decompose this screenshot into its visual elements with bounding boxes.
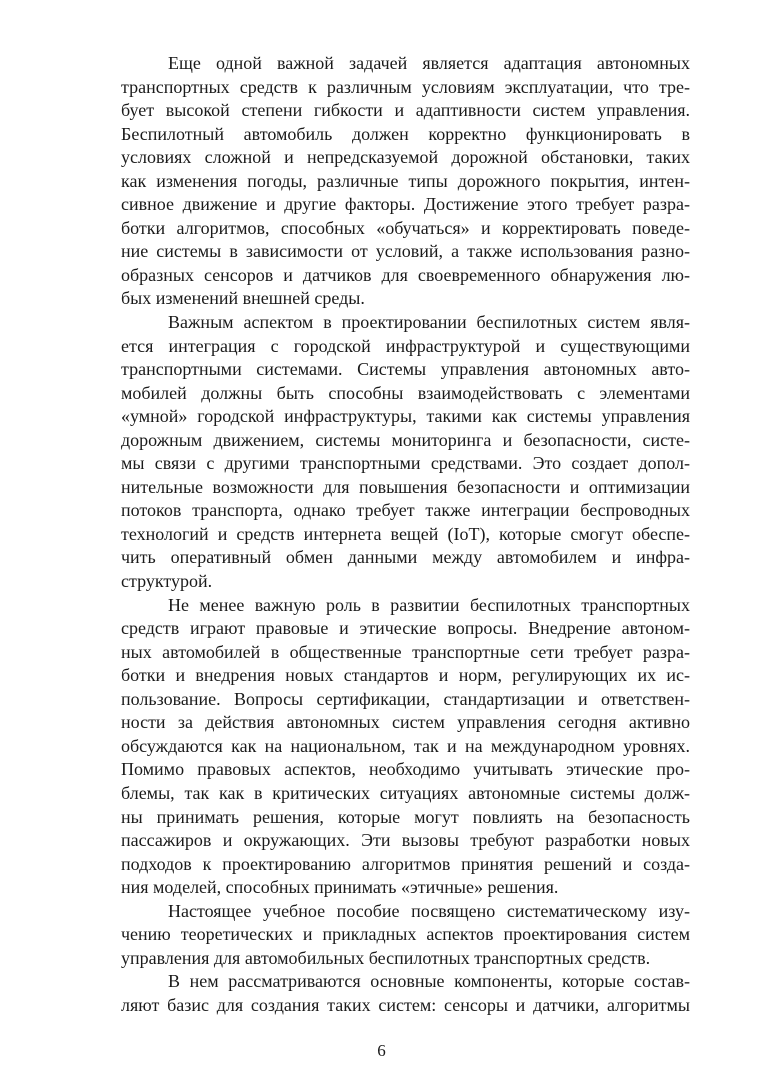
page-number: 6 [377,1041,386,1060]
page-body [74,52,690,1017]
text-line: ляют базис для создания таких систем: сенсоры и датчики, алгоритмы [121,994,690,1015]
text-line: мы связи с другими транспортными средствами. Это создает допол- [121,453,690,474]
text-line: образных сенсоров и датчиков для своевременного обнаружения лю- [121,264,690,285]
text-line: ется интеграция с городской инфраструктурой и существующими [121,335,690,356]
text-line: нительные возможности для повышения безопасности и оптимизации [121,476,690,497]
text-line: ности за действия автономных систем управления сегодня активно [121,712,690,733]
paragraph-5 [74,970,690,1017]
text-line: пользование. Вопросы сертификации, стандартизации и ответствен- [121,688,690,709]
text-line: бует высокой степени гибкости и адаптивности систем управления. [121,100,690,121]
text-line: Беспилотный автомобиль должен корректно функционировать в [121,123,690,144]
text-line: бых изменений внешней среды. [121,288,365,309]
text-line: структурой. [121,571,213,592]
text-line: сивное движение и другие факторы. Достижение этого требует разра- [121,194,690,215]
text-line: Еще одной важной задачей является адаптация автономных [168,53,690,73]
text-line: В нем рассматриваются основные компоненты, которые состав- [168,971,690,992]
text-line: пассажиров и окружающих. Эти вызовы требуют разработки новых [121,830,690,851]
text-line: Важным аспектом в проектировании беспилотных систем явля- [168,312,690,333]
text-line: ны принимать решения, которые могут повлиять на безопасность [121,806,690,827]
text-line: мобилей должны быть способны взаимодействовать с элементами [121,382,690,403]
text-line: ния моделей, способных принимать «этичные» решения. [121,877,559,898]
text-line: ных автомобилей в общественные транспортные сети требует разра- [121,641,690,662]
text-line: условиях сложной и непредсказуемой дорожной обстановки, таких [121,147,690,168]
text-line: блемы, так как в критических ситуациях автономные системы долж- [121,782,690,803]
paragraph-1 [74,52,690,311]
text-line: чению теоретических и прикладных аспектов проектирования систем [121,924,690,945]
text-line: управления для автомобильных беспилотных транспортных средств. [121,947,651,968]
text-line: Настоящее учебное пособие посвящено систематическому изу- [168,900,690,921]
text-line: Помимо правовых аспектов, необходимо учитывать этические про- [121,759,690,780]
paragraph-4 [74,900,690,971]
text-line: чить оперативный обмен данными между автомобилем и инфра- [121,547,690,568]
text-line: дорожным движением, системы мониторинга и безопасности, систе- [121,429,690,450]
text-line: транспортными системами. Системы управления автономных авто- [121,359,690,380]
text-line: ботки алгоритмов, способных «обучаться» и корректировать поведе- [121,217,690,238]
paragraph-3 [74,594,690,900]
text-line: технологий и средств интернета вещей (IoT), которые смогут обеспе- [121,523,690,544]
text-line: ботки и внедрения новых стандартов и норм, регулирующих их ис- [121,665,690,686]
text-line: транспортных средств к различным условиям эксплуатации, что тре- [121,76,690,97]
text-line: обсуждаются как на национальном, так и на международном уровнях. [121,735,690,756]
text-line: средств играют правовые и этические вопросы. Внедрение автоном- [121,618,690,639]
text-line: ние системы в зависимости от условий, а также использования разно- [121,241,690,262]
text-line: как изменения погоды, различные типы дорожного покрытия, интен- [121,170,690,191]
text-line: подходов к проектированию алгоритмов принятия решений и созда- [121,853,690,874]
text-line: «умной» городской инфраструктуры, такими как системы управления [121,406,690,427]
text-line: Не менее важную роль в развитии беспилотных транспортных [168,594,690,615]
paragraph-2 [74,311,690,594]
text-line: потоков транспорта, однако требует также интеграции беспроводных [121,500,690,521]
